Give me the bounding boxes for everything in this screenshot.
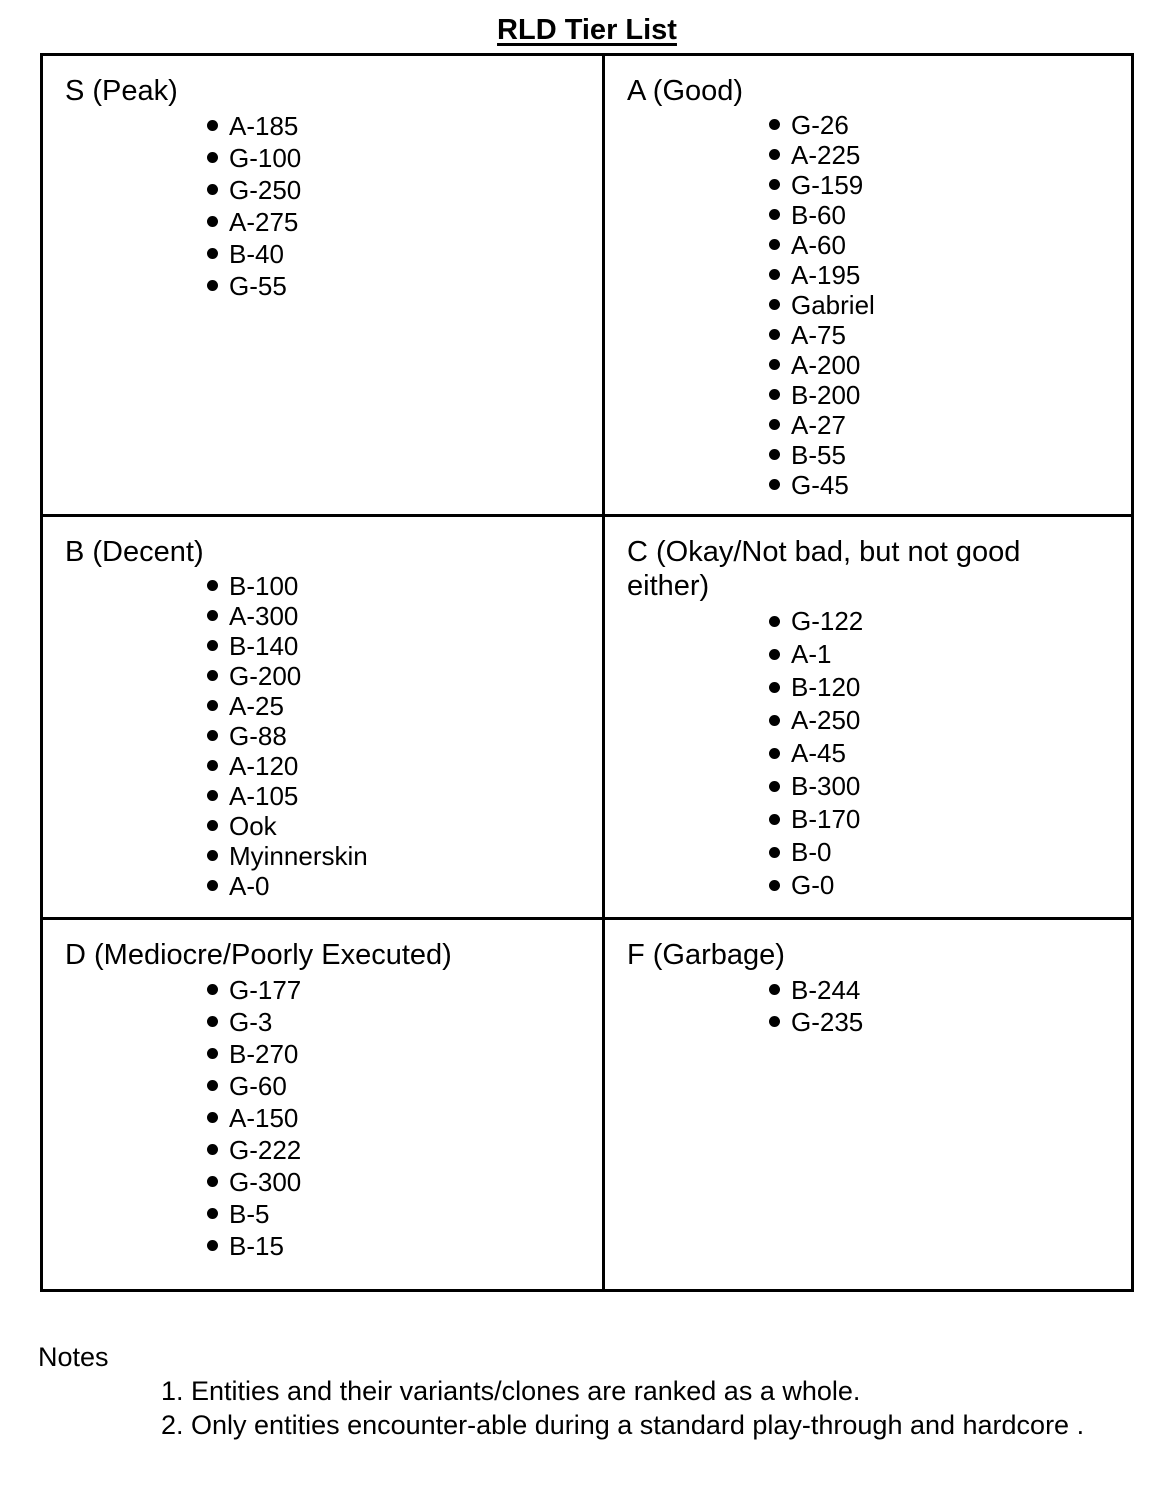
tier-cell-c <box>602 514 1131 917</box>
tier-item: B-100 <box>207 571 578 601</box>
tier-item: A-105 <box>207 781 578 811</box>
tier-item: A-250 <box>769 704 1107 737</box>
tier-label-a: A (Good) <box>627 75 744 107</box>
tier-item: G-200 <box>207 661 578 691</box>
tier-item: G-55 <box>207 270 578 302</box>
tier-item: Ook <box>207 811 578 841</box>
tier-item: A-200 <box>769 350 1107 380</box>
note-item: 2. Only entities encounter-able during a standard play-through and hardcore . <box>161 1410 1085 1440</box>
tier-list-a <box>627 110 1107 500</box>
tier-item: G-300 <box>207 1166 578 1198</box>
tier-item: A-275 <box>207 206 578 238</box>
tier-item: A-300 <box>207 601 578 631</box>
tier-list-d <box>65 974 578 1262</box>
tier-item: G-122 <box>769 605 1107 638</box>
tier-item: B-170 <box>769 803 1107 836</box>
tier-list-s <box>65 110 578 302</box>
tier-item: A-150 <box>207 1102 578 1134</box>
tier-item: B-300 <box>769 770 1107 803</box>
tier-item: G-159 <box>769 170 1107 200</box>
tier-item: A-1 <box>769 638 1107 671</box>
tier-cell-d <box>43 917 602 1289</box>
tier-item: G-60 <box>207 1070 578 1102</box>
page-title: RLD Tier List <box>497 14 677 46</box>
tier-label-s: S (Peak) <box>65 75 178 107</box>
notes-heading: Notes <box>38 1342 109 1372</box>
note-item: 1. Entities and their variants/clones are ranked as a whole. <box>161 1376 861 1406</box>
tier-item: B-270 <box>207 1038 578 1070</box>
tier-item: G-45 <box>769 470 1107 500</box>
tier-item: B-0 <box>769 836 1107 869</box>
tier-item: A-225 <box>769 140 1107 170</box>
tier-label-f: F (Garbage) <box>627 939 785 971</box>
tier-label-c: C (Okay/Not bad, but not good either) <box>627 536 1021 602</box>
tier-item: A-185 <box>207 110 578 142</box>
tier-item: A-0 <box>207 871 578 901</box>
tier-table <box>40 53 1134 1292</box>
tier-item: Gabriel <box>769 290 1107 320</box>
tier-label-d: D (Mediocre/Poorly Executed) <box>65 939 452 971</box>
notes-list <box>161 1374 1119 1442</box>
tier-item: Myinnerskin <box>207 841 578 871</box>
tier-item: A-45 <box>769 737 1107 770</box>
tier-item: G-0 <box>769 869 1107 902</box>
tier-label-b: B (Decent) <box>65 536 204 568</box>
tier-cell-s <box>43 56 602 514</box>
tier-item: G-177 <box>207 974 578 1006</box>
tier-item: A-195 <box>769 260 1107 290</box>
tier-item: A-75 <box>769 320 1107 350</box>
tier-item: A-120 <box>207 751 578 781</box>
tier-item: B-55 <box>769 440 1107 470</box>
tier-item: A-25 <box>207 691 578 721</box>
tier-cell-b <box>43 514 602 917</box>
tier-item: A-27 <box>769 410 1107 440</box>
tier-item: B-120 <box>769 671 1107 704</box>
tier-item: B-244 <box>769 974 1107 1006</box>
tier-item: B-40 <box>207 238 578 270</box>
tier-item: B-200 <box>769 380 1107 410</box>
tier-item: G-26 <box>769 110 1107 140</box>
tier-item: B-15 <box>207 1230 578 1262</box>
tier-item: G-222 <box>207 1134 578 1166</box>
tier-item: B-60 <box>769 200 1107 230</box>
tier-cell-f <box>602 917 1131 1289</box>
tier-item: G-88 <box>207 721 578 751</box>
tier-item: G-100 <box>207 142 578 174</box>
tier-cell-a <box>602 56 1131 514</box>
tier-item: B-140 <box>207 631 578 661</box>
tier-item: G-3 <box>207 1006 578 1038</box>
tier-item: G-250 <box>207 174 578 206</box>
tier-list-c <box>627 605 1107 902</box>
tier-item: B-5 <box>207 1198 578 1230</box>
tier-item: G-235 <box>769 1006 1107 1038</box>
tier-list-b <box>65 571 578 901</box>
tier-list-f <box>627 974 1107 1038</box>
tier-item: A-60 <box>769 230 1107 260</box>
